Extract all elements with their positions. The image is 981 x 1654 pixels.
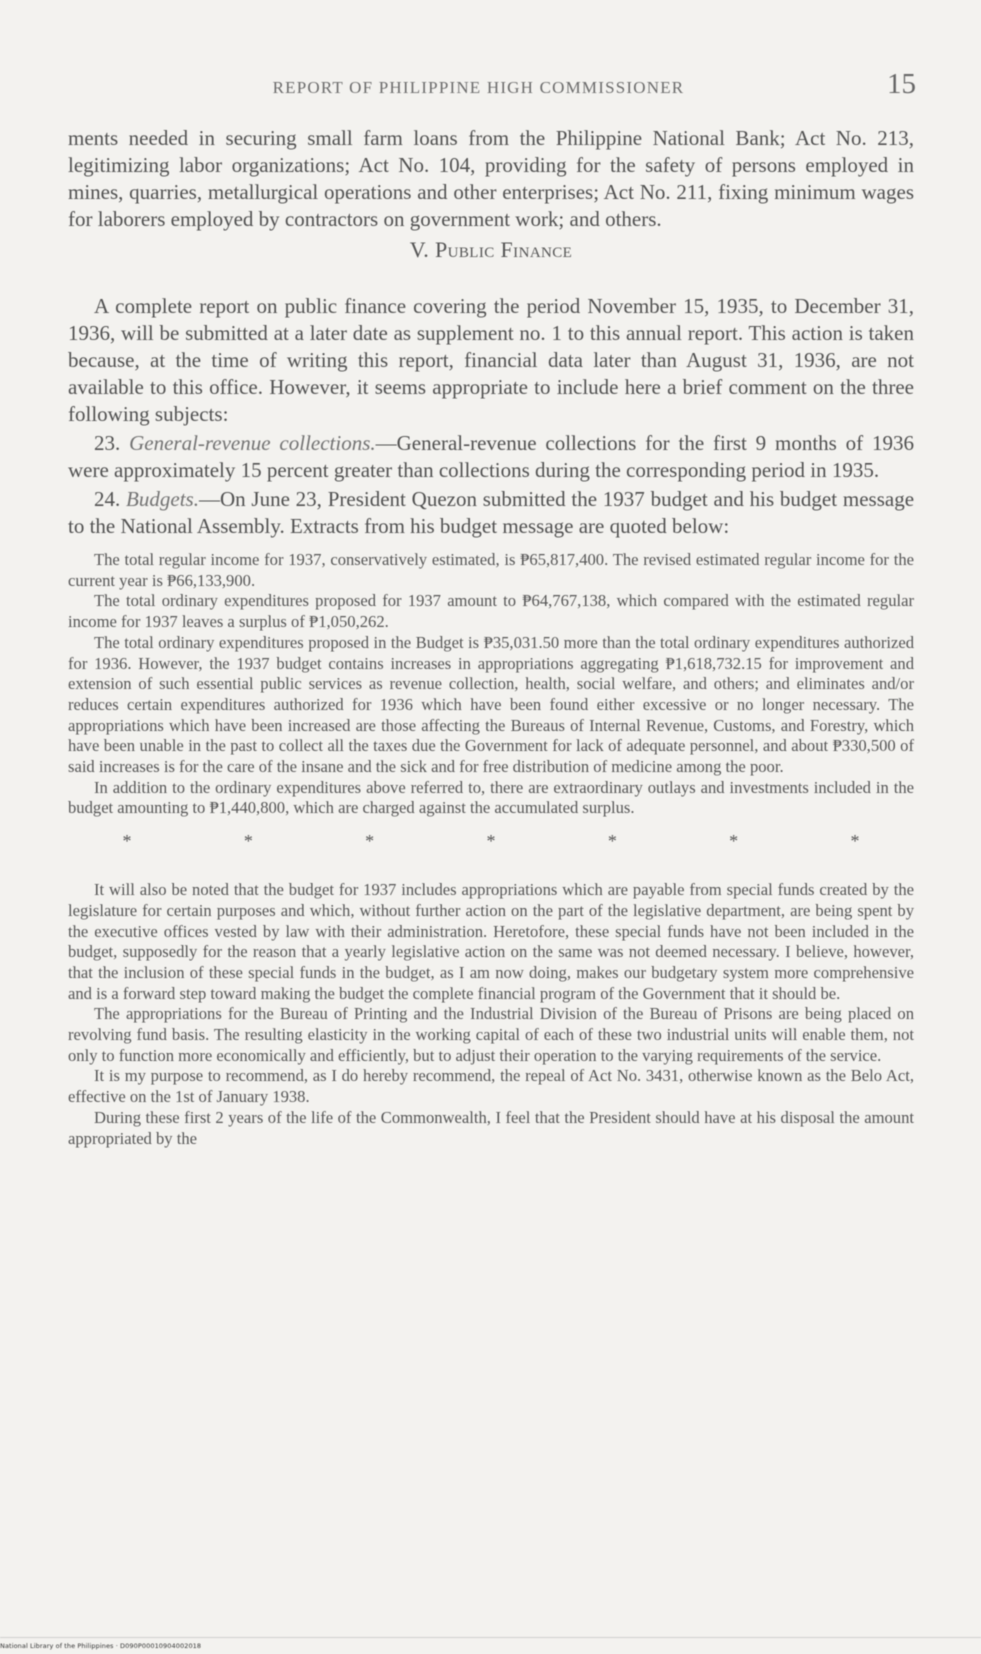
ellipsis-stars: [120, 831, 862, 852]
item-23-lead: General-revenue collections.: [129, 431, 376, 455]
item-24-lead: Budgets.: [126, 487, 199, 511]
scan-source-footer: National Library of the Philippines · D090P00010904002018: [0, 1642, 202, 1650]
running-title: REPORT OF PHILIPPINE HIGH COMMISSIONER: [272, 78, 685, 97]
quote-paragraph: The total ordinary expenditures proposed for 1937 amount to ₱64,767,138, which compared with the estimated regular income for 1937 leaves a surplus of ₱1,050,262.: [68, 591, 914, 632]
quote-paragraph: In addition to the ordinary expenditures above referred to, there are extraordinary outlays and investments included in the budget amounting to ₱1,440,800, which are charged against the accumulated surplus.: [68, 777, 914, 818]
section-title-number: V.: [409, 237, 430, 262]
star-mark: *: [243, 831, 253, 852]
page-header: [70, 68, 916, 102]
item-23-text: —General-revenue collections for the first 9 months of 1936 were approximately 15 percent greater than collections during the corresponding period in 1935.: [68, 431, 914, 482]
star-mark: *: [486, 831, 496, 852]
budget-message-quote: [68, 550, 914, 1149]
star-mark: *: [607, 831, 617, 852]
quote-paragraph: It will also be noted that the budget for 1937 includes appropriations which are payable from special funds created by the legislature for certain purposes and which, without further action on the part of the legislative department, are being spent by the executive offices vested by law with their administration. Heretofore, these special funds have not been included in the budget, supposedly for the reason that a yearly legislative action on the same was not deemed necessary. I believe, however, that the inclusion of these special funds in the budget, as I am now doing, makes our budgetary system more comprehensive and is a forward step toward making the budget the complete financial program of the Government that it should be.: [68, 880, 914, 1003]
section-title-text: Public Finance: [435, 237, 573, 262]
star-mark: *: [729, 831, 739, 852]
quote-paragraph: During these first 2 years of the life of the Commonwealth, I feel that the President should have at his disposal the amount appropriated by the: [68, 1107, 914, 1148]
item-23-paragraph: [68, 430, 914, 484]
star-mark: *: [365, 831, 375, 852]
quote-paragraph: The total regular income for 1937, conservatively estimated, is ₱65,817,400. The revised estimated regular income for the current year is ₱66,133,900.: [68, 550, 914, 590]
star-mark: *: [122, 831, 132, 852]
finance-paragraph: A complete report on public finance covering the period November 15, 1935, to December 31, 1936, will be submitted at a later date as supplement no. 1 to this annual report. This action is taken because, at the time of writing this report, financial data later than August 31, 1936, are not available to this office. However, it seems appropriate to include here a brief comment on the three following subjects:: [68, 294, 914, 426]
footer-rule: [0, 1637, 981, 1638]
item-23-number: 23.: [94, 431, 121, 455]
item-24-number: 24.: [94, 487, 121, 511]
star-mark: *: [850, 831, 860, 852]
page-number: 15: [887, 68, 916, 100]
quote-paragraph: It is my purpose to recommend, as I do hereby recommend, the repeal of Act No. 3431, otherwise known as the Belo Act, effective on the 1st of January 1938.: [68, 1066, 914, 1107]
intro-paragraph: ments needed in securing small farm loans from the Philippine National Bank; Act No. 213, legitimizing labor organizations; Act No. 104, providing for the safety of persons employed in mines, quarries, metallurgical operations and other enterprises; Act No. 211, fixing minimum wages for laborers employed by contractors on government work; and others.: [68, 126, 914, 231]
item-24-paragraph: [68, 486, 914, 540]
section-title: [68, 235, 914, 265]
page-content: [68, 125, 914, 1149]
quote-paragraph: The total ordinary expenditures proposed in the Budget is ₱35,031.50 more than the total ordinary expenditures authorized for 1936. However, the 1937 budget contains increases in appropriations aggregating ₱1,618,732.15 for improvement and extension of such essential public services as revenue collection, health, social welfare, and others; and eliminates and/or reduces certain expenditures authorized for 1936 which have been found either excessive or no longer necessary. The appropriations which have been increased are those affecting the Bureaus of Internal Revenue, Customs, and Forestry, which have been unable in the past to collect all the taxes due the Government for lack of adequate personnel, and about ₱330,500 of said increases is for the care of the insane and the sick and for free distribution of medicine among the poor.: [68, 632, 914, 777]
item-24-text: —On June 23, President Quezon submitted the 1937 budget and his budget message to the National Assembly. Extracts from his budget message are quoted below:: [68, 487, 915, 538]
quote-paragraph: The appropriations for the Bureau of Printing and the Industrial Division of the Bureau of Prisons are being placed on revolving fund basis. The resulting elasticity in the working capital of each of these two industrial units will enable them, not only to function more economically and efficiently, but to adjust their operation to the varying requirements of the service.: [68, 1004, 914, 1065]
